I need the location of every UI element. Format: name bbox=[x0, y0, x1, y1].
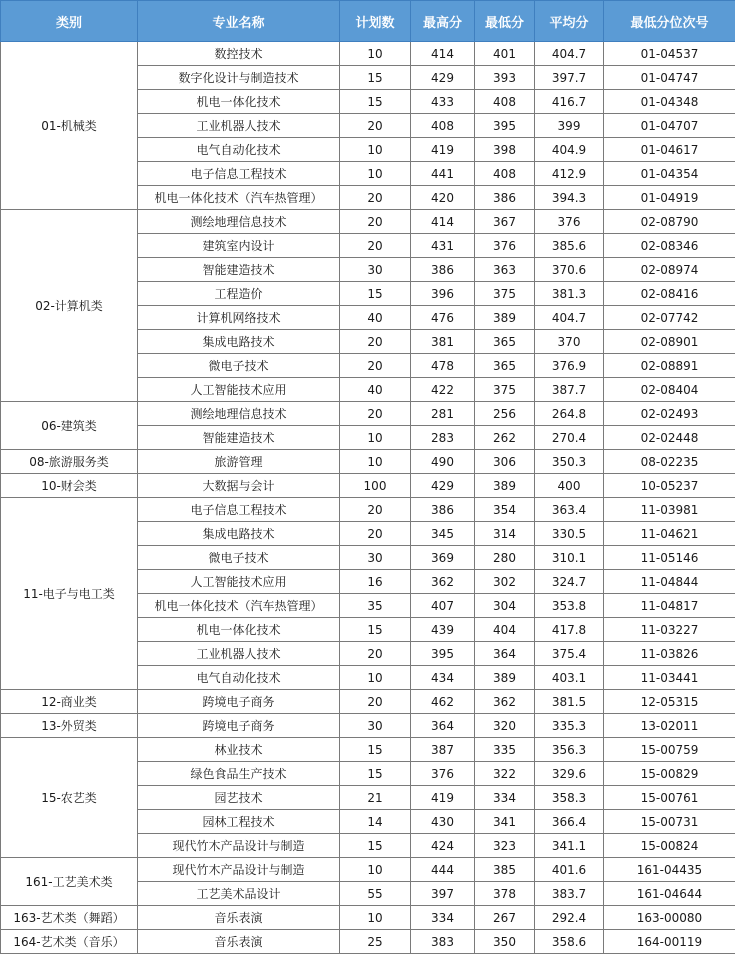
max-score-cell: 419 bbox=[411, 138, 475, 162]
plan-count-cell: 35 bbox=[340, 594, 411, 618]
min-score-cell: 262 bbox=[475, 426, 535, 450]
plan-count-cell: 15 bbox=[340, 834, 411, 858]
min-rank-cell: 161-04644 bbox=[604, 882, 735, 906]
max-score-cell: 478 bbox=[411, 354, 475, 378]
category-cell: 15-农艺类 bbox=[1, 738, 138, 858]
major-name-cell: 智能建造技术 bbox=[138, 426, 340, 450]
major-name-cell: 数字化设计与制造技术 bbox=[138, 66, 340, 90]
avg-score-cell: 353.8 bbox=[535, 594, 604, 618]
min-rank-cell: 01-04348 bbox=[604, 90, 735, 114]
avg-score-cell: 417.8 bbox=[535, 618, 604, 642]
min-score-cell: 314 bbox=[475, 522, 535, 546]
min-rank-cell: 164-00119 bbox=[604, 930, 735, 954]
avg-score-cell: 404.9 bbox=[535, 138, 604, 162]
max-score-cell: 431 bbox=[411, 234, 475, 258]
major-name-cell: 微电子技术 bbox=[138, 546, 340, 570]
min-rank-cell: 15-00761 bbox=[604, 786, 735, 810]
min-rank-cell: 11-03441 bbox=[604, 666, 735, 690]
plan-count-cell: 15 bbox=[340, 618, 411, 642]
plan-count-cell: 30 bbox=[340, 258, 411, 282]
major-name-cell: 林业技术 bbox=[138, 738, 340, 762]
category-cell: 13-外贸类 bbox=[1, 714, 138, 738]
major-name-cell: 人工智能技术应用 bbox=[138, 570, 340, 594]
major-name-cell: 智能建造技术 bbox=[138, 258, 340, 282]
category-cell: 10-财会类 bbox=[1, 474, 138, 498]
category-cell: 02-计算机类 bbox=[1, 210, 138, 402]
category-cell: 08-旅游服务类 bbox=[1, 450, 138, 474]
min-rank-cell: 161-04435 bbox=[604, 858, 735, 882]
table-row bbox=[1, 402, 735, 426]
avg-score-cell: 404.7 bbox=[535, 306, 604, 330]
plan-count-cell: 20 bbox=[340, 234, 411, 258]
max-score-cell: 422 bbox=[411, 378, 475, 402]
table-body bbox=[1, 42, 735, 954]
min-rank-cell: 11-03826 bbox=[604, 642, 735, 666]
min-score-cell: 408 bbox=[475, 162, 535, 186]
avg-score-cell: 404.7 bbox=[535, 42, 604, 66]
max-score-cell: 419 bbox=[411, 786, 475, 810]
min-rank-cell: 15-00759 bbox=[604, 738, 735, 762]
min-rank-cell: 08-02235 bbox=[604, 450, 735, 474]
category-cell: 01-机械类 bbox=[1, 42, 138, 210]
min-score-cell: 323 bbox=[475, 834, 535, 858]
plan-count-cell: 20 bbox=[340, 642, 411, 666]
min-score-cell: 304 bbox=[475, 594, 535, 618]
plan-count-cell: 10 bbox=[340, 906, 411, 930]
min-rank-cell: 11-04817 bbox=[604, 594, 735, 618]
avg-score-cell: 363.4 bbox=[535, 498, 604, 522]
avg-score-cell: 358.3 bbox=[535, 786, 604, 810]
min-rank-cell: 01-04354 bbox=[604, 162, 735, 186]
plan-count-cell: 10 bbox=[340, 450, 411, 474]
min-score-cell: 334 bbox=[475, 786, 535, 810]
major-name-cell: 旅游管理 bbox=[138, 450, 340, 474]
min-rank-cell: 10-05237 bbox=[604, 474, 735, 498]
min-rank-cell: 02-08974 bbox=[604, 258, 735, 282]
plan-count-cell: 20 bbox=[340, 210, 411, 234]
min-score-cell: 335 bbox=[475, 738, 535, 762]
min-rank-cell: 01-04747 bbox=[604, 66, 735, 90]
avg-score-cell: 376 bbox=[535, 210, 604, 234]
max-score-cell: 408 bbox=[411, 114, 475, 138]
avg-score-cell: 412.9 bbox=[535, 162, 604, 186]
min-score-cell: 364 bbox=[475, 642, 535, 666]
category-cell: 161-工艺美术类 bbox=[1, 858, 138, 906]
major-name-cell: 人工智能技术应用 bbox=[138, 378, 340, 402]
min-score-cell: 385 bbox=[475, 858, 535, 882]
table-row bbox=[1, 210, 735, 234]
major-name-cell: 现代竹木产品设计与制造 bbox=[138, 858, 340, 882]
min-score-cell: 256 bbox=[475, 402, 535, 426]
major-name-cell: 工程造价 bbox=[138, 282, 340, 306]
avg-score-cell: 399 bbox=[535, 114, 604, 138]
header-max-score: 最高分 bbox=[411, 1, 475, 42]
max-score-cell: 439 bbox=[411, 618, 475, 642]
min-rank-cell: 02-08901 bbox=[604, 330, 735, 354]
table-row bbox=[1, 906, 735, 930]
major-name-cell: 机电一体化技术（汽车热管理） bbox=[138, 186, 340, 210]
plan-count-cell: 20 bbox=[340, 330, 411, 354]
plan-count-cell: 30 bbox=[340, 546, 411, 570]
min-score-cell: 367 bbox=[475, 210, 535, 234]
min-score-cell: 363 bbox=[475, 258, 535, 282]
plan-count-cell: 25 bbox=[340, 930, 411, 954]
max-score-cell: 386 bbox=[411, 258, 475, 282]
header-min-score: 最低分 bbox=[475, 1, 535, 42]
plan-count-cell: 40 bbox=[340, 306, 411, 330]
avg-score-cell: 310.1 bbox=[535, 546, 604, 570]
major-name-cell: 工业机器人技术 bbox=[138, 114, 340, 138]
min-rank-cell: 02-08346 bbox=[604, 234, 735, 258]
plan-count-cell: 10 bbox=[340, 426, 411, 450]
min-score-cell: 375 bbox=[475, 282, 535, 306]
major-name-cell: 机电一体化技术 bbox=[138, 90, 340, 114]
max-score-cell: 424 bbox=[411, 834, 475, 858]
max-score-cell: 430 bbox=[411, 810, 475, 834]
min-score-cell: 389 bbox=[475, 666, 535, 690]
max-score-cell: 376 bbox=[411, 762, 475, 786]
plan-count-cell: 100 bbox=[340, 474, 411, 498]
avg-score-cell: 292.4 bbox=[535, 906, 604, 930]
major-name-cell: 电子信息工程技术 bbox=[138, 498, 340, 522]
min-score-cell: 322 bbox=[475, 762, 535, 786]
min-score-cell: 376 bbox=[475, 234, 535, 258]
major-name-cell: 现代竹木产品设计与制造 bbox=[138, 834, 340, 858]
min-score-cell: 354 bbox=[475, 498, 535, 522]
min-score-cell: 280 bbox=[475, 546, 535, 570]
max-score-cell: 364 bbox=[411, 714, 475, 738]
plan-count-cell: 15 bbox=[340, 282, 411, 306]
max-score-cell: 490 bbox=[411, 450, 475, 474]
category-cell: 164-艺术类（音乐） bbox=[1, 930, 138, 954]
avg-score-cell: 370.6 bbox=[535, 258, 604, 282]
table-row bbox=[1, 714, 735, 738]
min-score-cell: 389 bbox=[475, 306, 535, 330]
header-avg-score: 平均分 bbox=[535, 1, 604, 42]
max-score-cell: 283 bbox=[411, 426, 475, 450]
avg-score-cell: 341.1 bbox=[535, 834, 604, 858]
min-score-cell: 365 bbox=[475, 330, 535, 354]
max-score-cell: 369 bbox=[411, 546, 475, 570]
min-rank-cell: 11-03227 bbox=[604, 618, 735, 642]
min-rank-cell: 11-04621 bbox=[604, 522, 735, 546]
min-rank-cell: 01-04919 bbox=[604, 186, 735, 210]
major-name-cell: 园林工程技术 bbox=[138, 810, 340, 834]
avg-score-cell: 358.6 bbox=[535, 930, 604, 954]
table-row bbox=[1, 498, 735, 522]
avg-score-cell: 264.8 bbox=[535, 402, 604, 426]
min-score-cell: 386 bbox=[475, 186, 535, 210]
major-name-cell: 建筑室内设计 bbox=[138, 234, 340, 258]
min-score-cell: 350 bbox=[475, 930, 535, 954]
table-row bbox=[1, 450, 735, 474]
min-rank-cell: 11-04844 bbox=[604, 570, 735, 594]
max-score-cell: 334 bbox=[411, 906, 475, 930]
max-score-cell: 345 bbox=[411, 522, 475, 546]
min-score-cell: 404 bbox=[475, 618, 535, 642]
plan-count-cell: 10 bbox=[340, 666, 411, 690]
avg-score-cell: 385.6 bbox=[535, 234, 604, 258]
plan-count-cell: 21 bbox=[340, 786, 411, 810]
major-name-cell: 机电一体化技术（汽车热管理） bbox=[138, 594, 340, 618]
header-category: 类别 bbox=[1, 1, 138, 42]
major-name-cell: 大数据与会计 bbox=[138, 474, 340, 498]
max-score-cell: 386 bbox=[411, 498, 475, 522]
min-score-cell: 401 bbox=[475, 42, 535, 66]
avg-score-cell: 329.6 bbox=[535, 762, 604, 786]
major-name-cell: 绿色食品生产技术 bbox=[138, 762, 340, 786]
max-score-cell: 381 bbox=[411, 330, 475, 354]
max-score-cell: 420 bbox=[411, 186, 475, 210]
avg-score-cell: 330.5 bbox=[535, 522, 604, 546]
plan-count-cell: 16 bbox=[340, 570, 411, 594]
major-name-cell: 音乐表演 bbox=[138, 906, 340, 930]
max-score-cell: 407 bbox=[411, 594, 475, 618]
major-name-cell: 测绘地理信息技术 bbox=[138, 402, 340, 426]
plan-count-cell: 15 bbox=[340, 66, 411, 90]
major-name-cell: 电气自动化技术 bbox=[138, 666, 340, 690]
min-rank-cell: 02-08790 bbox=[604, 210, 735, 234]
max-score-cell: 396 bbox=[411, 282, 475, 306]
major-name-cell: 跨境电子商务 bbox=[138, 714, 340, 738]
max-score-cell: 395 bbox=[411, 642, 475, 666]
min-rank-cell: 02-08416 bbox=[604, 282, 735, 306]
major-name-cell: 园艺技术 bbox=[138, 786, 340, 810]
category-cell: 11-电子与电工类 bbox=[1, 498, 138, 690]
max-score-cell: 429 bbox=[411, 474, 475, 498]
header-min-rank: 最低分位次号 bbox=[604, 1, 735, 42]
avg-score-cell: 375.4 bbox=[535, 642, 604, 666]
min-rank-cell: 163-00080 bbox=[604, 906, 735, 930]
min-score-cell: 389 bbox=[475, 474, 535, 498]
plan-count-cell: 20 bbox=[340, 186, 411, 210]
avg-score-cell: 366.4 bbox=[535, 810, 604, 834]
min-rank-cell: 15-00824 bbox=[604, 834, 735, 858]
min-score-cell: 365 bbox=[475, 354, 535, 378]
min-score-cell: 267 bbox=[475, 906, 535, 930]
min-rank-cell: 02-08891 bbox=[604, 354, 735, 378]
avg-score-cell: 397.7 bbox=[535, 66, 604, 90]
max-score-cell: 414 bbox=[411, 210, 475, 234]
max-score-cell: 433 bbox=[411, 90, 475, 114]
avg-score-cell: 400 bbox=[535, 474, 604, 498]
max-score-cell: 429 bbox=[411, 66, 475, 90]
min-rank-cell: 13-02011 bbox=[604, 714, 735, 738]
min-rank-cell: 15-00731 bbox=[604, 810, 735, 834]
plan-count-cell: 15 bbox=[340, 762, 411, 786]
max-score-cell: 362 bbox=[411, 570, 475, 594]
plan-count-cell: 10 bbox=[340, 42, 411, 66]
major-name-cell: 机电一体化技术 bbox=[138, 618, 340, 642]
plan-count-cell: 10 bbox=[340, 138, 411, 162]
min-score-cell: 362 bbox=[475, 690, 535, 714]
min-score-cell: 393 bbox=[475, 66, 535, 90]
major-name-cell: 集成电路技术 bbox=[138, 330, 340, 354]
min-rank-cell: 02-02448 bbox=[604, 426, 735, 450]
max-score-cell: 397 bbox=[411, 882, 475, 906]
category-cell: 163-艺术类（舞蹈） bbox=[1, 906, 138, 930]
min-score-cell: 306 bbox=[475, 450, 535, 474]
major-name-cell: 电子信息工程技术 bbox=[138, 162, 340, 186]
major-name-cell: 跨境电子商务 bbox=[138, 690, 340, 714]
avg-score-cell: 394.3 bbox=[535, 186, 604, 210]
table-row bbox=[1, 930, 735, 954]
category-cell: 06-建筑类 bbox=[1, 402, 138, 450]
max-score-cell: 387 bbox=[411, 738, 475, 762]
max-score-cell: 383 bbox=[411, 930, 475, 954]
major-name-cell: 工业机器人技术 bbox=[138, 642, 340, 666]
max-score-cell: 434 bbox=[411, 666, 475, 690]
major-name-cell: 音乐表演 bbox=[138, 930, 340, 954]
min-rank-cell: 11-05146 bbox=[604, 546, 735, 570]
avg-score-cell: 381.5 bbox=[535, 690, 604, 714]
min-score-cell: 378 bbox=[475, 882, 535, 906]
min-score-cell: 408 bbox=[475, 90, 535, 114]
min-rank-cell: 12-05315 bbox=[604, 690, 735, 714]
avg-score-cell: 403.1 bbox=[535, 666, 604, 690]
min-rank-cell: 01-04707 bbox=[604, 114, 735, 138]
avg-score-cell: 401.6 bbox=[535, 858, 604, 882]
table-row bbox=[1, 42, 735, 66]
avg-score-cell: 383.7 bbox=[535, 882, 604, 906]
plan-count-cell: 10 bbox=[340, 162, 411, 186]
min-rank-cell: 02-02493 bbox=[604, 402, 735, 426]
avg-score-cell: 387.7 bbox=[535, 378, 604, 402]
min-score-cell: 320 bbox=[475, 714, 535, 738]
min-score-cell: 341 bbox=[475, 810, 535, 834]
table-row bbox=[1, 858, 735, 882]
plan-count-cell: 40 bbox=[340, 378, 411, 402]
major-name-cell: 测绘地理信息技术 bbox=[138, 210, 340, 234]
major-name-cell: 数控技术 bbox=[138, 42, 340, 66]
avg-score-cell: 335.3 bbox=[535, 714, 604, 738]
min-rank-cell: 15-00829 bbox=[604, 762, 735, 786]
table-row bbox=[1, 738, 735, 762]
min-score-cell: 395 bbox=[475, 114, 535, 138]
avg-score-cell: 356.3 bbox=[535, 738, 604, 762]
plan-count-cell: 55 bbox=[340, 882, 411, 906]
max-score-cell: 441 bbox=[411, 162, 475, 186]
min-rank-cell: 01-04537 bbox=[604, 42, 735, 66]
major-name-cell: 电气自动化技术 bbox=[138, 138, 340, 162]
avg-score-cell: 376.9 bbox=[535, 354, 604, 378]
major-name-cell: 微电子技术 bbox=[138, 354, 340, 378]
plan-count-cell: 15 bbox=[340, 738, 411, 762]
plan-count-cell: 30 bbox=[340, 714, 411, 738]
min-rank-cell: 01-04617 bbox=[604, 138, 735, 162]
avg-score-cell: 416.7 bbox=[535, 90, 604, 114]
avg-score-cell: 381.3 bbox=[535, 282, 604, 306]
avg-score-cell: 350.3 bbox=[535, 450, 604, 474]
major-name-cell: 工艺美术品设计 bbox=[138, 882, 340, 906]
major-name-cell: 集成电路技术 bbox=[138, 522, 340, 546]
plan-count-cell: 15 bbox=[340, 90, 411, 114]
avg-score-cell: 324.7 bbox=[535, 570, 604, 594]
max-score-cell: 444 bbox=[411, 858, 475, 882]
header-plan-count: 计划数 bbox=[340, 1, 411, 42]
plan-count-cell: 20 bbox=[340, 498, 411, 522]
avg-score-cell: 270.4 bbox=[535, 426, 604, 450]
table-row bbox=[1, 690, 735, 714]
plan-count-cell: 14 bbox=[340, 810, 411, 834]
plan-count-cell: 20 bbox=[340, 690, 411, 714]
max-score-cell: 476 bbox=[411, 306, 475, 330]
min-score-cell: 375 bbox=[475, 378, 535, 402]
category-cell: 12-商业类 bbox=[1, 690, 138, 714]
header-major-name: 专业名称 bbox=[138, 1, 340, 42]
table-header-row bbox=[1, 1, 735, 42]
max-score-cell: 414 bbox=[411, 42, 475, 66]
avg-score-cell: 370 bbox=[535, 330, 604, 354]
table-row bbox=[1, 474, 735, 498]
plan-count-cell: 20 bbox=[340, 402, 411, 426]
min-score-cell: 302 bbox=[475, 570, 535, 594]
plan-count-cell: 20 bbox=[340, 522, 411, 546]
plan-count-cell: 10 bbox=[340, 858, 411, 882]
min-rank-cell: 02-08404 bbox=[604, 378, 735, 402]
max-score-cell: 462 bbox=[411, 690, 475, 714]
min-score-cell: 398 bbox=[475, 138, 535, 162]
major-name-cell: 计算机网络技术 bbox=[138, 306, 340, 330]
min-rank-cell: 11-03981 bbox=[604, 498, 735, 522]
max-score-cell: 281 bbox=[411, 402, 475, 426]
min-rank-cell: 02-07742 bbox=[604, 306, 735, 330]
plan-count-cell: 20 bbox=[340, 354, 411, 378]
plan-count-cell: 20 bbox=[340, 114, 411, 138]
